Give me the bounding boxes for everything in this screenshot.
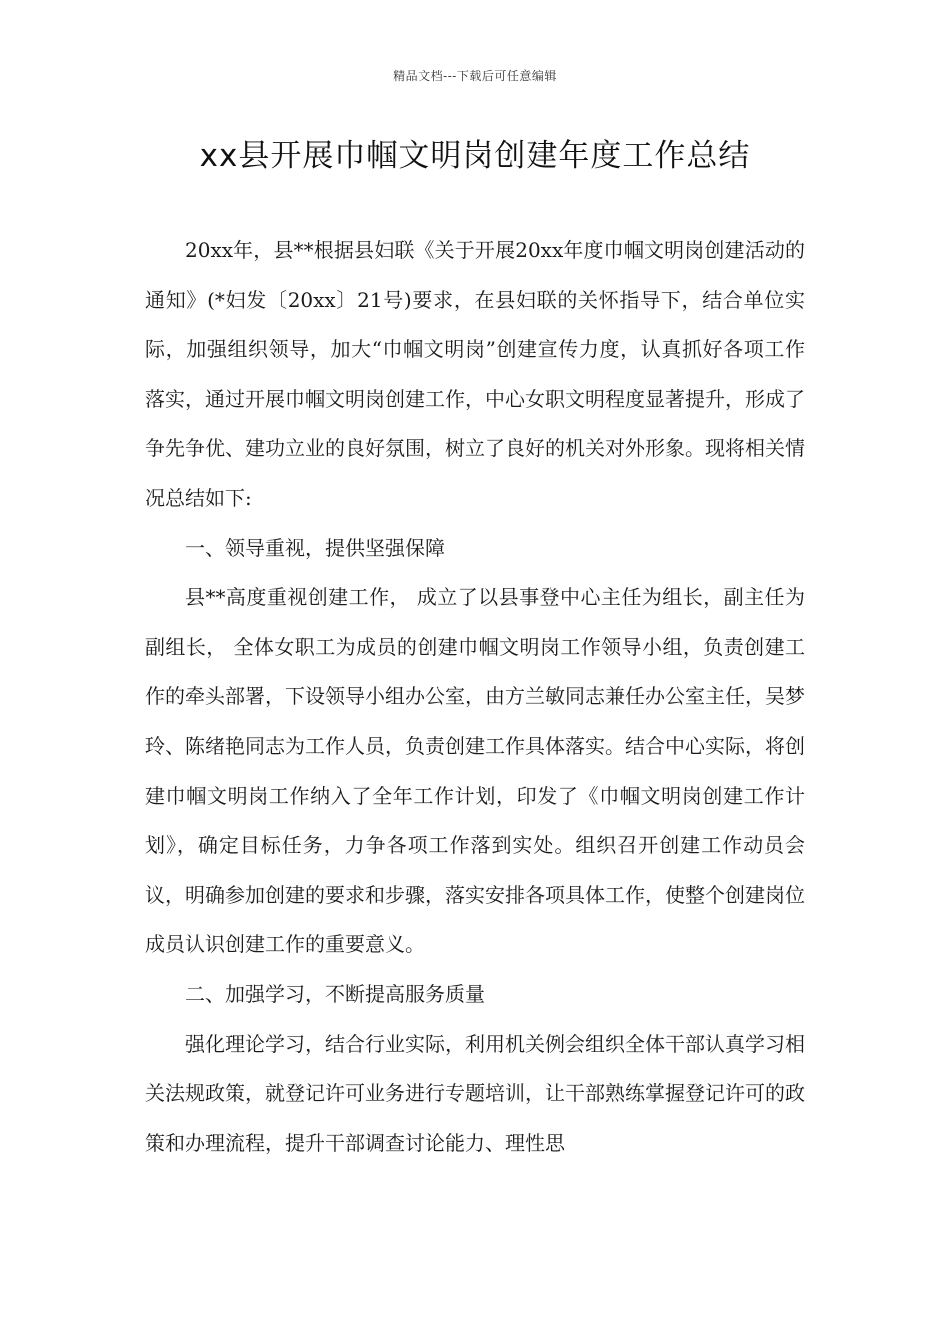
paragraph-section-2: 强化理论学习，结合行业实际，利用机关例会组织全体干部认真学习相关法规政策，就登记许可业务进行专题培训，让干部熟练掌握登记许可的政策和办理流程，提升干部调查讨论能力、理性思 <box>145 1031 805 1155</box>
document-body <box>145 226 805 1168</box>
section-heading-2: 二、加强学习，不断提高服务质量 <box>185 981 485 1006</box>
header-note: 精品文档---下载后可任意编辑 <box>393 69 557 83</box>
paragraph-section-1: 县**高度重视创建工作， 成立了以县事登中心主任为组长，副主任为副组长， 全体女职工为成员的创建巾帼文明岗工作领导小组，负责创建工作的牵头部署，下设领导小组办公室，由方兰敏同志兼任办公室主任，吴梦玲、陈绪艳同志为工作人员，负责创建工作具体落实。结合中心实际，将创建巾帼文明岗工作纳入了全年工作计划，印发了《巾帼文明岗创建工作计划》，确定目标任务，力争各项工作落到实处。组织召开创建工作动员会议，明确参加创建的要求和步骤，落实安排各项具体工作，使整个创建岗位成员认识创建工作的重要意义。 <box>145 585 805 957</box>
section-heading-1: 一、领导重视，提供坚强保障 <box>185 535 445 560</box>
paragraph-intro: 20xx年，县**根据县妇联《关于开展20xx年度巾帼文明岗创建活动的通知》(*妇发〔20xx〕21号)要求，在县妇联的关怀指导下，结合单位实际，加强组织领导，加大“巾帼文明岗”创建宣传力度，认真抓好各项工作落实，通过开展巾帼文明岗创建工作，中心女职文明程度显著提升，形成了争先争优、建功立业的良好氛围，树立了良好的机关对外形象。现将相关情况总结如下: <box>145 238 805 510</box>
document-title: xx县开展巾帼文明岗创建年度工作总结 <box>199 138 751 174</box>
